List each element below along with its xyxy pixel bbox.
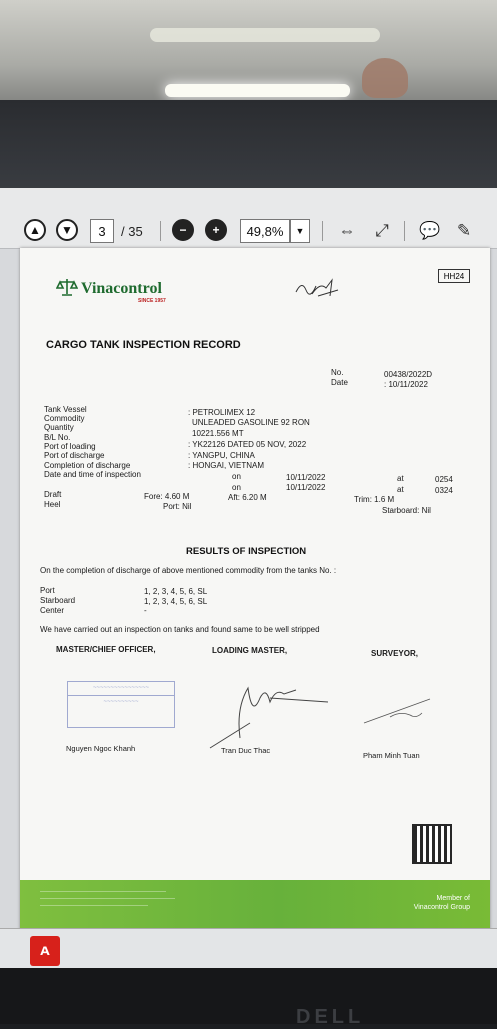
monitor-screen	[0, 188, 497, 968]
loading-master-name: Tran Duc Thac	[221, 746, 271, 755]
port-label: Port	[40, 586, 55, 595]
surveyor-name: Pham Minh Tuan	[363, 751, 420, 760]
toolbar-divider	[404, 221, 405, 241]
acrobat-pdf-icon[interactable]: ᴀ	[30, 936, 60, 966]
qr-code	[412, 824, 452, 864]
comment-icon[interactable]: 💬	[419, 221, 441, 240]
role-master: MASTER/CHIEF OFFICER,	[56, 645, 156, 654]
master-name: Nguyen Ngoc Khanh	[66, 744, 136, 753]
scales-logo-icon	[56, 278, 78, 296]
ceiling-lamp	[165, 84, 350, 97]
starboard-tanks: 1, 2, 3, 4, 5, 6, SL	[144, 597, 208, 606]
port-tanks: 1, 2, 3, 4, 5, 6, SL	[144, 587, 208, 596]
pdf-page	[20, 248, 490, 938]
completion-at: at	[397, 474, 404, 483]
pdf-toolbar	[0, 188, 497, 249]
commodity-label: Commodity	[44, 414, 85, 423]
zoom-dropdown-chevron-icon[interactable]: ▼	[290, 219, 310, 243]
next-page-button[interactable]: ▼	[56, 219, 78, 241]
page-number-input[interactable]: 3	[90, 219, 114, 243]
starboard-label: Starboard	[40, 596, 76, 605]
results-heading: RESULTS OF INSPECTION	[186, 546, 307, 557]
inspection-date: 10/11/2022	[286, 483, 326, 492]
heel-port: Port: Nil	[163, 502, 192, 511]
completion-statement: On the completion of discharge of above mentioned commodity from the tanks No. :	[40, 566, 337, 575]
heel-label: Heel	[44, 500, 61, 509]
quantity-value: 10221.556 MT	[192, 429, 244, 438]
inspection-at: at	[397, 485, 404, 494]
document-footer	[20, 880, 490, 930]
page-total: / 35	[121, 224, 143, 239]
surveyor-signature	[360, 693, 440, 733]
inspection-label: Date and time of inspection	[44, 470, 141, 479]
inspection-on: on	[232, 483, 241, 492]
fit-page-icon[interactable]: ⤢	[375, 221, 389, 240]
bl-value: : YK22126 DATED 05 NOV, 2022	[188, 440, 307, 449]
completion-label: Completion of discharge	[44, 461, 131, 470]
discharge-port-label: Port of discharge	[44, 451, 105, 460]
vessel-label: Tank Vessel	[44, 405, 87, 414]
record-date: : 10/11/2022	[384, 380, 428, 389]
ceiling-glow	[150, 28, 380, 42]
vessel-value: : PETROLIMEX 12	[188, 408, 256, 417]
toolbar-divider	[160, 221, 161, 241]
vinacontrol-logo	[56, 278, 162, 298]
previous-page-button[interactable]: ▲	[24, 219, 46, 241]
completion-time: 0254	[435, 475, 453, 484]
trim-value: Trim: 1.6 M	[354, 495, 395, 504]
role-loading-master: LOADING MASTER,	[212, 646, 288, 655]
inspection-time: 0324	[435, 486, 453, 495]
date-label: Date	[331, 378, 348, 387]
zoom-in-button[interactable]: +	[205, 219, 227, 241]
ceiling-background	[0, 0, 497, 110]
monitor-bezel-bottom	[0, 968, 497, 1024]
role-surveyor: SURVEYOR,	[371, 649, 418, 658]
document-code: HH24	[438, 269, 470, 283]
completion-on: on	[232, 472, 241, 481]
fit-width-icon[interactable]: ⇔	[338, 221, 356, 240]
monitor-bezel-top	[0, 100, 497, 195]
logo-subtitle: SINCE 1957	[138, 298, 166, 304]
center-label: Center	[40, 606, 65, 615]
toolbar-divider	[322, 221, 323, 241]
record-number: 00438/2022D	[384, 370, 433, 379]
zoom-out-button[interactable]: −	[172, 219, 194, 241]
footer-address: ———————————————————————————— —————————————————————————————— ————————————————————————	[40, 889, 175, 908]
logo-text: Vinacontrol	[81, 280, 162, 297]
heel-starboard: Starboard: Nil	[382, 506, 431, 515]
draft-label: Draft	[44, 490, 62, 499]
loading-port-label: Port of loading	[44, 442, 96, 451]
footer-member: Member of Vinacontrol Group	[413, 895, 470, 911]
zoom-level-input[interactable]: 49,8%	[240, 219, 290, 243]
draft-aft: Aft: 6.20 M	[228, 493, 267, 502]
handwritten-signature-top	[292, 276, 342, 298]
commodity-value: UNLEADED GASOLINE 92 RON	[192, 418, 310, 427]
ship-stamp: ~~~~~~~~~~~~~~~~ ~~~~~~~~~~	[67, 681, 175, 728]
completion-date: 10/11/2022	[286, 473, 326, 482]
bl-label: B/L No.	[44, 433, 71, 442]
gecko-on-ceiling	[362, 58, 408, 98]
monitor-brand-logo: DELL	[296, 1006, 365, 1028]
loading-master-signature	[200, 668, 330, 753]
highlight-text-icon[interactable]: ✎	[456, 221, 472, 240]
draft-fore: Fore: 4.60 M	[144, 492, 190, 501]
discharge-port-value: : HONGAI, VIETNAM	[188, 461, 265, 470]
page-title: CARGO TANK INSPECTION RECORD	[46, 339, 241, 351]
quantity-label: Quantity	[44, 423, 74, 432]
center-value: -	[144, 606, 147, 615]
no-label: No.	[331, 368, 344, 377]
taskbar	[0, 928, 497, 971]
loading-port-value: : YANGPU, CHINA	[188, 451, 255, 460]
stripped-statement: We have carried out an inspection on tanks and found same to be well stripped	[40, 625, 320, 634]
